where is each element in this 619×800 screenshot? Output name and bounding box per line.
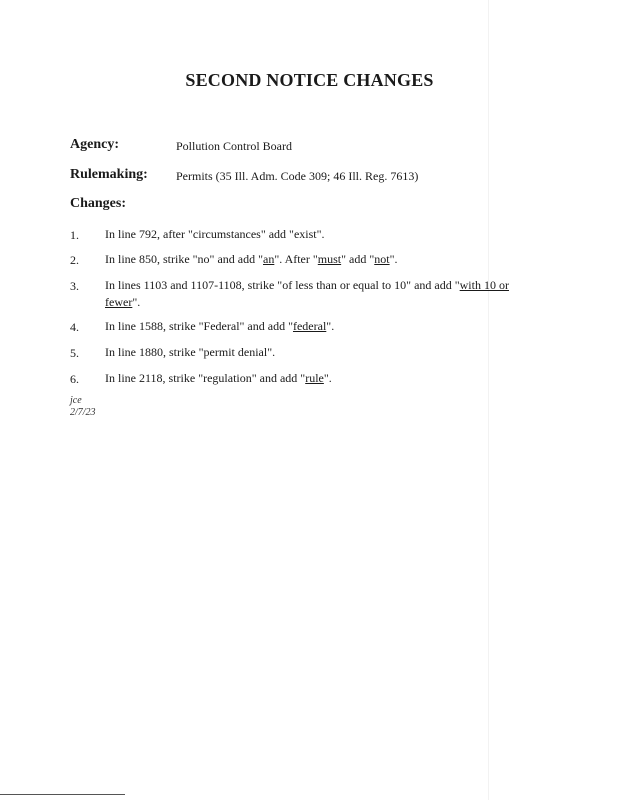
change-item-text: In lines 1103 and 1107-1108, strike "of less than or equal to 10" and add "with 10 or fewer". — [105, 278, 509, 309]
author-initials-and-date — [70, 395, 96, 419]
underlined-addition: an — [263, 252, 275, 266]
underlined-addition: rule — [305, 371, 324, 385]
changes-heading: Changes: — [70, 196, 127, 211]
change-item-number: 3. — [70, 279, 79, 293]
underlined-addition: with 10 or fewer — [105, 278, 509, 309]
change-item-text: In line 792, after "circumstances" add "exist". — [105, 227, 325, 241]
page-title: SECOND NOTICE CHANGES — [185, 70, 434, 90]
change-item-number: 1. — [70, 228, 79, 242]
underlined-addition: not — [374, 252, 390, 266]
footer-rule — [0, 794, 125, 795]
change-item-number: 2. — [70, 253, 79, 267]
underlined-addition: federal — [292, 319, 327, 333]
agency-label: Agency: — [70, 137, 119, 152]
underlined-addition: must — [317, 252, 342, 266]
change-item-number: 6. — [70, 372, 79, 386]
change-item-text: In line 1588, strike "Federal" and add "federal". — [105, 319, 335, 333]
change-item-number: 5. — [70, 346, 79, 360]
change-item-text: In line 850, strike "no" and add "an". After "must" add "not". — [105, 252, 398, 266]
rulemaking-value: Permits (35 Ill. Adm. Code 309; 46 Ill. Reg. 7613) — [176, 169, 419, 183]
change-item-number: 4. — [70, 320, 79, 334]
scan-edge-line — [488, 0, 489, 800]
agency-value: Pollution Control Board — [176, 139, 293, 153]
change-item-text: In line 1880, strike "permit denial". — [105, 345, 276, 359]
document-date: 2/7/23 — [70, 407, 96, 418]
rulemaking-label: Rulemaking: — [70, 167, 148, 182]
author-initials: jce — [70, 395, 82, 406]
change-item-text: In line 2118, strike "regulation" and add "rule". — [105, 371, 332, 385]
